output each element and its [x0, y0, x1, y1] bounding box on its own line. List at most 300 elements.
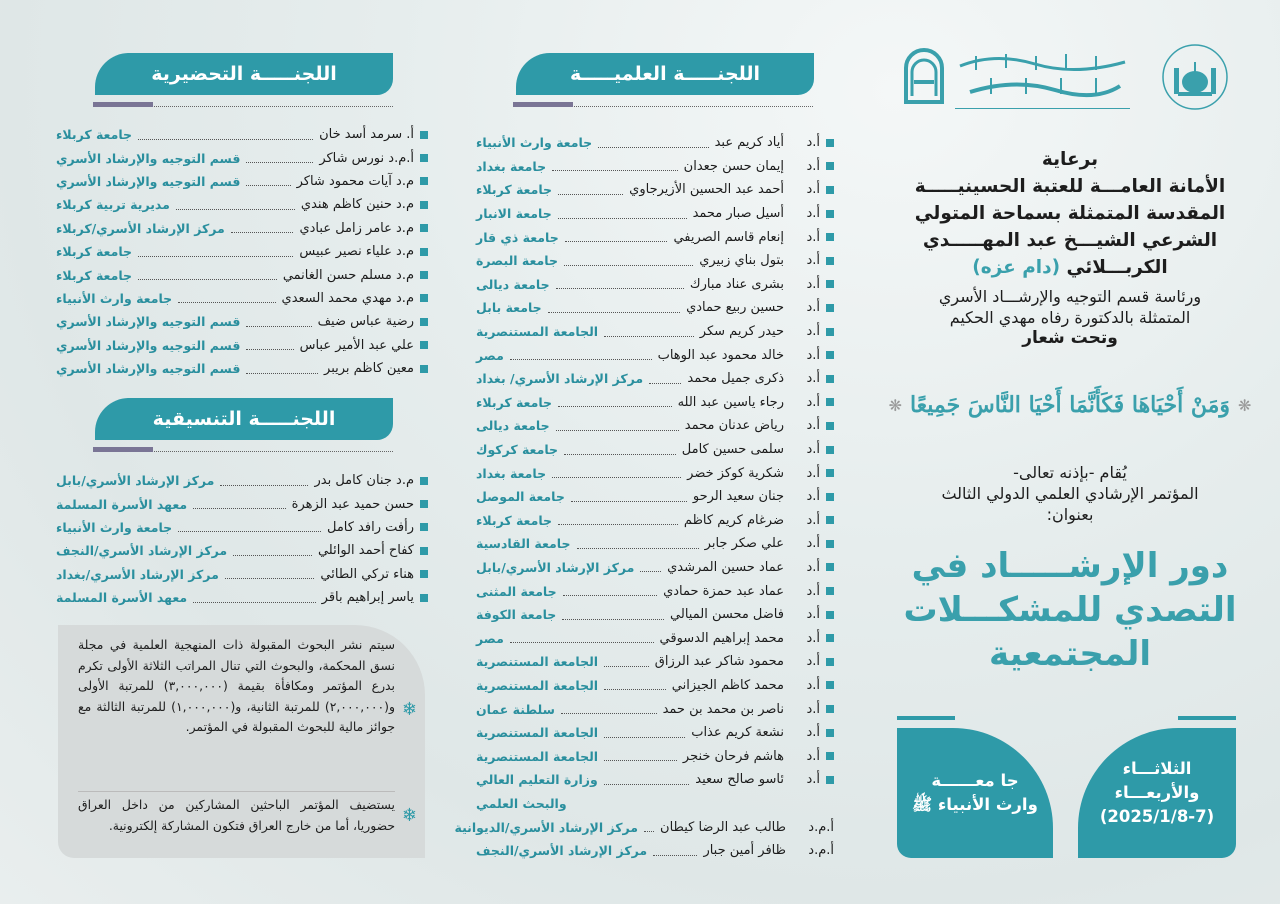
member-affiliation: وزارة التعليم العالي [476, 772, 598, 788]
dotted-leader [138, 130, 313, 140]
member-name: م.د جنان كامل بدر [314, 473, 414, 489]
dotted-leader [653, 846, 697, 856]
dotted-leader [246, 340, 293, 350]
dotted-leader [556, 279, 684, 289]
square-bullet-icon [826, 611, 834, 619]
member-affiliation: جامعة كركوك [476, 442, 559, 458]
ornament-icon: ❋ [1238, 395, 1252, 415]
dotted-leader [558, 397, 672, 407]
dotted-leader [604, 327, 694, 337]
member-affiliation: معهد الأسرة المسلمة [56, 496, 188, 512]
list-item [476, 674, 834, 698]
dotted-leader [598, 138, 708, 148]
list-item [476, 131, 834, 155]
coordination-committee-heading [95, 398, 393, 440]
dotted-leader [225, 569, 315, 579]
member-name: ظافر أمين جبار [703, 843, 786, 859]
title-line: التصدي للمشكـــلات [903, 590, 1237, 630]
square-bullet-icon [420, 224, 428, 232]
member-title: أ.د [806, 394, 820, 410]
square-bullet-icon [826, 587, 834, 595]
sponsor-line [880, 254, 1260, 281]
member-name: بشرى عناد مبارك [689, 276, 784, 292]
member-affiliation: مركز الإرشاد الأسري/النجف [476, 843, 648, 859]
date-line: الثلاثـــاء [1122, 759, 1192, 778]
member-name: جنان سعيد الرحو [692, 489, 784, 505]
list-item [476, 532, 834, 556]
list-item [476, 296, 834, 320]
member-name: ياسر إبراهيم باقر [321, 590, 414, 606]
member-affiliation: مركز الإرشاد الأسري/النجف [56, 543, 228, 559]
member-name: عماد حسين المرشدي [667, 559, 784, 575]
member-title: أ.د [806, 489, 820, 505]
list-item [56, 123, 428, 146]
square-bullet-icon [420, 523, 428, 531]
dotted-leader [564, 445, 676, 455]
square-bullet-icon [420, 547, 428, 555]
square-bullet-icon [420, 570, 428, 578]
dotted-leader [178, 293, 275, 303]
member-title: أ.د [806, 607, 820, 623]
member-affiliation: جامعة كربلاء [476, 512, 553, 528]
square-bullet-icon [420, 131, 428, 139]
member-affiliation: مركز الإرشاد الأسري/بابل [476, 559, 635, 575]
heading-underline [93, 102, 393, 107]
member-name: رأفت رافد كامل [326, 519, 414, 535]
date-line: والأربعـــاء [1114, 783, 1200, 802]
member-affiliation: مركز الإرشاد الأسري/الديوانية [454, 819, 639, 835]
dotted-leader [571, 492, 687, 502]
dotted-leader [138, 270, 277, 280]
list-item [56, 334, 428, 357]
dotted-leader [510, 633, 654, 643]
member-name: إنعام قاسم الصريفي [673, 229, 784, 245]
list-item [476, 721, 834, 745]
member-affiliation: الجامعة المستنصرية [476, 748, 599, 764]
member-title: أ.د [806, 324, 820, 340]
square-bullet-icon [420, 500, 428, 508]
member-affiliation: مديرية تربية كربلاء [56, 197, 170, 213]
list-item [476, 414, 834, 438]
member-name: أ. سرمد أسد خان [319, 127, 414, 143]
member-affiliation: جامعة بابل [476, 300, 542, 316]
affiliation-continuation [476, 792, 834, 816]
member-name: ئاسو صالح سعيد [695, 772, 784, 788]
member-affiliation: الجامعة المستنصرية [476, 725, 599, 741]
list-item [56, 146, 428, 169]
member-name: م.د مهدي محمد السعدي [281, 290, 414, 306]
member-affiliation: جامعة وارث الأنبياء [476, 135, 593, 151]
square-bullet-icon [420, 248, 428, 256]
list-item [476, 155, 834, 179]
member-name: ضرغام كريم كاظم [683, 512, 784, 528]
list-item [476, 461, 834, 485]
member-name: هناء تركي الطائي [320, 566, 414, 582]
list-item [476, 320, 834, 344]
member-title: أ.د [806, 229, 820, 245]
date-box [1078, 728, 1236, 858]
dotted-leader [556, 421, 679, 431]
list-item [56, 240, 428, 263]
list-item [56, 586, 428, 609]
member-affiliation: جامعة ديالى [476, 418, 550, 434]
member-title: أ.د [806, 158, 820, 174]
list-item [476, 579, 834, 603]
member-affiliation: جامعة بغداد [476, 158, 547, 174]
member-affiliation: قسم التوجيه والإرشاد الأسري [56, 173, 241, 189]
member-name: إيمان حسن جعدان [683, 158, 784, 174]
member-affiliation: جامعة البصرة [476, 253, 558, 269]
member-name: سلمى حسين كامل [681, 442, 784, 458]
dotted-leader [548, 303, 680, 313]
heading-text: اللجنـــــة العلميـــــة [569, 63, 761, 85]
square-bullet-icon [826, 304, 834, 312]
list-item [476, 839, 834, 863]
logo-irshad [902, 46, 946, 106]
list-item [476, 744, 834, 768]
date-range: (2025/1/8-7) [1099, 807, 1215, 826]
dotted-leader [246, 317, 311, 327]
member-name: عماد عبد حمزة حمادي [663, 583, 784, 599]
list-item [56, 263, 428, 286]
venue-line: وارث الأنبياء ﷺ [912, 795, 1038, 814]
member-name: أحمد عبد الحسين الأزيرجاوي [629, 182, 784, 198]
dotted-leader [558, 185, 623, 195]
heading-text: اللجنـــــة التنسيقية [152, 408, 336, 430]
square-bullet-icon [826, 233, 834, 241]
member-title: أ.د [806, 559, 820, 575]
square-bullet-icon [826, 257, 834, 265]
member-title: أ.د [806, 135, 820, 151]
member-title: أ.م.د [808, 843, 834, 859]
member-affiliation: قسم التوجيه والإرشاد الأسري [56, 314, 241, 330]
list-item [476, 273, 834, 297]
dotted-leader [138, 247, 293, 257]
member-name: م.د آيات محمود شاكر [296, 173, 414, 189]
snowflake-bullet-icon: ❄ [401, 805, 417, 826]
list-item [476, 485, 834, 509]
member-affiliation: جامعة وارث الأنبياء [56, 519, 173, 535]
list-item [476, 603, 834, 627]
square-bullet-icon [826, 705, 834, 713]
member-name: كفاح أحمد الوائلي [317, 543, 414, 559]
member-title: أ.د [806, 725, 820, 741]
list-item [476, 249, 834, 273]
member-title: أ.د [806, 418, 820, 434]
dotted-leader [552, 468, 681, 478]
member-affiliation: الجامعة المستنصرية [476, 324, 599, 340]
list-item [56, 492, 428, 515]
member-affiliation: جامعة بغداد [476, 465, 547, 481]
member-title: أ.د [806, 465, 820, 481]
member-affiliation: جامعة ديالى [476, 276, 550, 292]
member-name: علي عبد الأمير عباس [299, 337, 414, 353]
dotted-leader [604, 728, 685, 738]
member-name: شكرية كوكز خضر [687, 465, 784, 481]
member-affiliation: قسم التوجيه والإرشاد الأسري [56, 361, 241, 377]
list-item [56, 217, 428, 240]
member-name: حيدر كريم سكر [699, 324, 784, 340]
member-name: علي صكر جابر [704, 536, 784, 552]
square-bullet-icon [826, 516, 834, 524]
heading-underline [93, 447, 393, 452]
member-affiliation: جامعة كربلاء [56, 127, 133, 143]
dotted-leader [577, 539, 699, 549]
list-item [476, 626, 834, 650]
sponsor-line: الأمانة العامـــة للعتبة الحسينيـــــة [914, 176, 1226, 197]
list-item [476, 202, 834, 226]
member-affiliation: جامعة كربلاء [56, 244, 133, 260]
square-bullet-icon [826, 469, 834, 477]
venue-box [897, 728, 1053, 858]
member-affiliation: مصر [476, 347, 504, 363]
member-affiliation: معهد الأسرة المسلمة [56, 590, 188, 606]
dotted-leader [565, 232, 668, 242]
member-affiliation: جامعة كربلاء [56, 267, 133, 283]
scientific-committee-list [454, 131, 834, 862]
dotted-leader [604, 657, 649, 667]
slogan-row [880, 392, 1260, 418]
square-bullet-icon [826, 375, 834, 383]
member-name: حسين ربيع حمادي [686, 300, 784, 316]
title-line: دور الإرشـــــاد في [911, 546, 1229, 586]
dotted-leader [640, 562, 661, 572]
member-title: أ.د [806, 371, 820, 387]
dotted-leader [649, 374, 681, 384]
member-title: أ.د [806, 442, 820, 458]
member-name: ناصر بن محمد بن حمد [662, 701, 784, 717]
square-bullet-icon [826, 681, 834, 689]
heading-underline [513, 102, 813, 107]
member-title: أ.د [806, 630, 820, 646]
square-bullet-icon [826, 351, 834, 359]
member-affiliation: قسم التوجيه والإرشاد الأسري [56, 150, 241, 166]
member-affiliation: مركز الإرشاد الأسري/بابل [56, 473, 215, 489]
list-item [56, 469, 428, 492]
list-item [476, 367, 834, 391]
square-bullet-icon [826, 540, 834, 548]
dotted-leader [510, 350, 652, 360]
member-name: نشعة كريم عذاب [691, 725, 784, 741]
member-title: أ.د [806, 654, 820, 670]
dotted-leader [246, 176, 290, 186]
dotted-leader [231, 223, 294, 233]
honorific: (دام عزه) [972, 257, 1061, 278]
member-affiliation: جامعة المثنى [476, 583, 557, 599]
member-name: فاضل محسن الميالي [670, 607, 784, 623]
member-name: رياض عدنان محمد [684, 418, 784, 434]
list-item [476, 225, 834, 249]
sponsor-line: الشرعي الشيـــخ عبد المهـــــدي [922, 230, 1218, 251]
sponsor-lead: برعاية [1041, 149, 1099, 170]
list-item [56, 539, 428, 562]
list-item [476, 343, 834, 367]
square-bullet-icon [826, 446, 834, 454]
member-title: أ.د [806, 772, 820, 788]
square-bullet-icon [420, 477, 428, 485]
list-item [56, 357, 428, 380]
sponsor-name-end: الكربـــلائي [1066, 257, 1168, 278]
member-title: أ.د [806, 583, 820, 599]
presidency-line: ورئاسة قسم التوجيه والإرشـــاد الأسري [938, 287, 1202, 306]
dotted-leader [193, 593, 316, 603]
scientific-committee-heading [516, 53, 814, 95]
member-title: أ.د [806, 512, 820, 528]
list-item [476, 438, 834, 462]
square-bullet-icon [420, 341, 428, 349]
slogan-calligraphy: وَمَنْ أَحْيَاهَا فَكَأَنَّمَا أَحْيَا النَّاسَ جَمِيعًا [909, 392, 1231, 418]
member-name: محمد إبراهيم الدسوقي [659, 630, 784, 646]
list-item [476, 650, 834, 674]
title-line: المجتمعية [988, 634, 1152, 674]
presidency-line: المتمثلة بالدكتورة رفاه مهدي الحكيم [949, 308, 1191, 327]
member-affiliation: والبحث العلمي [476, 795, 567, 811]
dotted-leader [176, 200, 295, 210]
square-bullet-icon [826, 634, 834, 642]
member-name: م.د حنين كاظم هندي [300, 197, 414, 213]
member-affiliation: جامعة كربلاء [476, 394, 553, 410]
intro-line: بعنوان: [1046, 505, 1094, 524]
list-item [476, 697, 834, 721]
sponsor-block [880, 146, 1260, 281]
member-name: أسيل صبار محمد [692, 206, 784, 222]
divider [897, 716, 955, 720]
sponsor-line: المقدسة المتمثلة بسماحة المتولي [914, 203, 1226, 224]
member-name: محمد كاظم الجيزاني [671, 677, 784, 693]
dotted-leader [233, 546, 312, 556]
member-title: أ.د [806, 701, 820, 717]
list-item [56, 310, 428, 333]
member-name: أ.م.د نورس شاكر [319, 150, 414, 166]
square-bullet-icon [826, 776, 834, 784]
member-affiliation: جامعة الانبار [476, 206, 552, 222]
square-bullet-icon [826, 186, 834, 194]
square-bullet-icon [420, 154, 428, 162]
member-title: أ.د [806, 206, 820, 222]
snowflake-bullet-icon: ❄ [401, 699, 417, 720]
list-item [476, 391, 834, 415]
member-name: بتول بناي زبيري [699, 253, 784, 269]
dotted-leader [220, 476, 308, 486]
preparatory-committee-heading [95, 53, 393, 95]
coordination-committee-list [56, 469, 428, 609]
member-name: م.د مسلم حسن الغانمي [282, 267, 414, 283]
member-name: حسن حميد عبد الزهرة [291, 496, 414, 512]
member-affiliation: جامعة القادسية [476, 536, 571, 552]
publication-note: سيتم نشر البحوث المقبولة ذات المنهجية العلمية في مجلة نسق المحكمة، والبحوث التي تنال المراتب الثلاثة الأولى تكرم بدرع المؤتمر ومكافأة بقيمة (٣,٠٠٠,٠٠٠) للمرتبة الأولى و(٢,٠٠٠,٠٠٠) للمرتبة الثانية، و(١,٠٠٠,٠٠٠) للمرتبة الثالثة مع جوائز مالية للبحوث المقبولة في المؤتمر. [78, 637, 396, 735]
square-bullet-icon [826, 162, 834, 170]
member-name: ذكرى جميل محمد [687, 371, 784, 387]
square-bullet-icon [826, 422, 834, 430]
member-name: أياد كريم عبد [714, 135, 784, 151]
member-name: رضية عباس ضيف [317, 314, 414, 330]
notes-box [58, 625, 425, 858]
member-title: أ.د [806, 748, 820, 764]
member-title: أ.د [806, 253, 820, 269]
member-affiliation: جامعة الكوفة [476, 607, 557, 623]
member-affiliation: جامعة الموصل [476, 489, 565, 505]
member-name: م.د عامر زامل عبادي [299, 220, 414, 236]
conference-intro [880, 462, 1260, 525]
divider [1178, 716, 1236, 720]
square-bullet-icon [826, 658, 834, 666]
square-bullet-icon [826, 493, 834, 501]
member-name: محمود شاكر عبد الرزاق [654, 654, 784, 670]
member-title: أ.د [806, 182, 820, 198]
intro-line: المؤتمر الإرشادي العلمي الدولي الثالث [941, 484, 1199, 503]
square-bullet-icon [420, 201, 428, 209]
member-title: أ.د [806, 276, 820, 292]
member-title: أ.د [806, 347, 820, 363]
conference-title [880, 544, 1260, 676]
dotted-leader [562, 610, 664, 620]
square-bullet-icon [826, 563, 834, 571]
square-bullet-icon [826, 729, 834, 737]
dotted-leader [558, 515, 678, 525]
list-item [56, 287, 428, 310]
dotted-leader [563, 586, 657, 596]
dotted-leader [564, 256, 693, 266]
list-item [476, 509, 834, 533]
member-affiliation: جامعة وارث الأنبياء [56, 290, 173, 306]
member-title: أ.م.د [808, 819, 834, 835]
member-affiliation: مركز الإرشاد الأسري/بغداد [56, 566, 219, 582]
member-affiliation: جامعة كربلاء [476, 182, 553, 198]
member-name: م.د علياء نصير عبيس [299, 244, 414, 260]
participation-note: يستضيف المؤتمر الباحثين المشاركين من داخل العراق حضوريا، أما من خارج العراق فتكون المشاركة إلكترونية. [78, 797, 395, 833]
list-item [476, 768, 834, 792]
square-bullet-icon [826, 139, 834, 147]
logo-holy-shrine [1160, 42, 1230, 112]
list-item [56, 193, 428, 216]
venue-line: جا معــــــة [931, 771, 1019, 790]
divider [78, 791, 395, 792]
dotted-leader [558, 209, 687, 219]
member-title: أ.د [806, 677, 820, 693]
logo-department-calligraphy [955, 48, 1130, 109]
member-name: طالب عبد الرضا كيطان [660, 819, 786, 835]
dotted-leader [604, 751, 677, 761]
presidency-block [880, 286, 1260, 349]
list-item [56, 170, 428, 193]
intro-line: يُقام -بإذنه تعالى- [1013, 463, 1127, 482]
square-bullet-icon [420, 294, 428, 302]
member-name: رجاء ياسين عبد الله [677, 394, 784, 410]
member-name: هاشم فرحان خنجر [682, 748, 784, 764]
square-bullet-icon [420, 318, 428, 326]
preparatory-committee-list [56, 123, 428, 380]
square-bullet-icon [420, 594, 428, 602]
member-affiliation: مركز الإرشاد الأسري/ بغداد [476, 371, 644, 387]
dotted-leader [246, 153, 313, 163]
dotted-leader [561, 704, 657, 714]
member-affiliation: الجامعة المستنصرية [476, 654, 599, 670]
member-name: معين كاظم بريبر [324, 361, 414, 377]
dotted-leader [604, 680, 666, 690]
member-affiliation: مصر [476, 630, 504, 646]
square-bullet-icon [420, 271, 428, 279]
square-bullet-icon [420, 365, 428, 373]
slogan-lead: وتحت شعار [1022, 328, 1118, 348]
dotted-leader [604, 775, 690, 785]
square-bullet-icon [826, 752, 834, 760]
heading-text: اللجنـــــة التحضيرية [151, 63, 337, 85]
list-item [56, 563, 428, 586]
member-title: أ.د [806, 536, 820, 552]
dotted-leader [178, 522, 321, 532]
member-affiliation: سلطنة عمان [476, 701, 555, 717]
dotted-leader [246, 364, 318, 374]
